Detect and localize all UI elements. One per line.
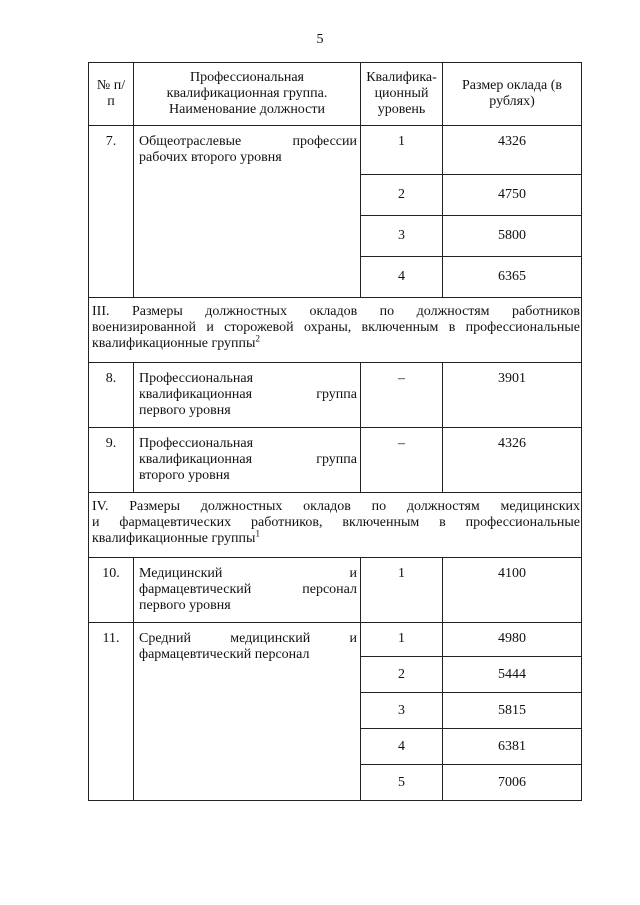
level-cell: 1 [361,623,443,657]
header-num: № п/п [89,63,134,126]
row-number: 8. [89,363,134,428]
position-name: Профессиональная квалификационная группа второго уровня [134,428,361,493]
row-number: 10. [89,558,134,623]
section-heading-iii: III. Размеры должностных окладов по должностям работников военизированной и сторожевой охраны, включенным в профессиональные квалификационные группы$^2$ [89,298,582,363]
salary-cell: 4980 [443,623,582,657]
table-row [89,363,582,428]
table-row [89,126,582,175]
section-heading-row [89,493,582,558]
level-cell: 1 [361,126,443,175]
salary-cell: 4100 [443,558,582,623]
level-cell: 5 [361,765,443,801]
section-heading-iv: IV. Размеры должностных окладов по должностям медицинских и фармацевтических работников, включенным в профессиональные квалификационные группы$^1$ [89,493,582,558]
salary-cell: 5444 [443,657,582,693]
salary-cell: 3901 [443,363,582,428]
level-cell: 4 [361,729,443,765]
position-name: Общеотраслевые профессии рабочих второго уровня [134,126,361,298]
row-number: 9. [89,428,134,493]
row-number: 11. [89,623,134,801]
salary-cell: 4326 [443,126,582,175]
salary-cell: 6381 [443,729,582,765]
level-cell: 3 [361,693,443,729]
salary-cell: 5800 [443,216,582,257]
level-cell: – [361,428,443,493]
header-level: Квалифика-ционный уровень [361,63,443,126]
position-name: Профессиональная квалификационная группа первого уровня [134,363,361,428]
salary-cell: 4326 [443,428,582,493]
salary-cell: 5815 [443,693,582,729]
position-name: Медицинский и фармацевтический персонал первого уровня [134,558,361,623]
level-cell: 4 [361,257,443,298]
header-salary: Размер оклада (в рублях) [443,63,582,126]
level-cell: – [361,363,443,428]
header-group: Профессиональная квалификационная группа. Наименование должности [134,63,361,126]
table-row [89,558,582,623]
level-cell: 1 [361,558,443,623]
position-name: Средний медицинский и фармацевтический персонал [134,623,361,801]
salary-cell: 7006 [443,765,582,801]
section-heading-row [89,298,582,363]
page-number: 5 [316,32,324,47]
table-row [89,623,582,657]
table-row [89,428,582,493]
level-cell: 2 [361,175,443,216]
table-header-row [89,63,582,126]
salary-table [88,62,582,801]
level-cell: 3 [361,216,443,257]
level-cell: 2 [361,657,443,693]
row-number: 7. [89,126,134,298]
salary-cell: 6365 [443,257,582,298]
salary-cell: 4750 [443,175,582,216]
